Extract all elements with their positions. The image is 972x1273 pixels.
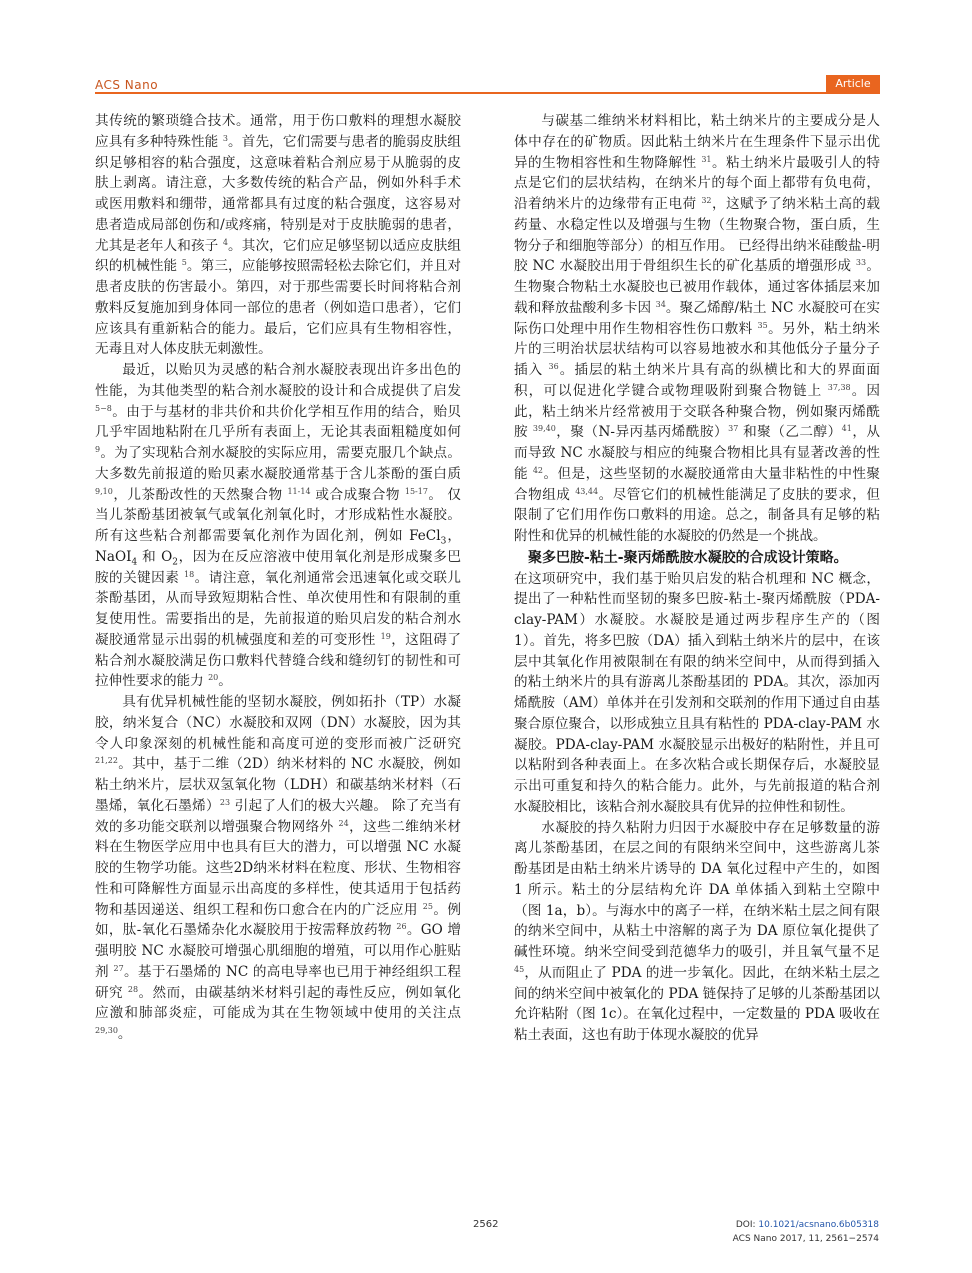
citation-ref[interactable]: 20 [208,673,219,683]
text-run: ，儿茶酚改性的天然聚合物 [112,486,288,503]
text-run: 。首先，它们需要与患者的脆弱皮肤组织足够相容的粘合强度，这意味着粘合剂应易于从脆弱的皮肤上剥离。请注意，大多数传统的粘合产品，例如外科手术或医用敷料和绷带，通常都具有过度的粘合强度，这容易对患者造成局部创伤和/或疼痛，特别是对于皮肤脆弱的患者，尤其是老年人和孩子 [95,133,461,254]
citation-ref[interactable]: 27 [113,963,124,973]
text-run: 水凝胶的持久粘附力归因于水凝胶中存在足够数量的游离儿茶酚基团，在层之间的有限纳米空间中，这些游离儿茶酚基团是由粘土纳米片诱导的 DA 氧化过程中产生的，如图 1 所示。粘土的分层结构允许 DA 单体插入到粘土空隙中（图 1a，b）。与海水中的离子一样，在纳米粘土层之间有限的纳米空间中，从粘土中溶解的离子为 DA 原位氧化提供了碱性环境。纳米空间受到范德华力的吸引，并且氧气量不足 [514,819,880,960]
text-run: 。尽管它们的机械性能满足了皮肤的要求，但限制了它们用作伤口敷料的用途。总之，制备具有足够的粘附性和优异的机械性能的水凝胶的仍然是一个挑战。 [514,486,880,544]
text-run: 。其次，它们应足够坚韧以适应皮肤组织的机械性能 [95,237,461,275]
text-run: 。聚乙烯醇/粘土 NC 水凝胶可在实际伤口处理中用作生物相容性伤口敷料 [514,299,880,337]
text-run: 。第三，应能够按照需轻松去除它们，并且对患者皮肤的伤害最小。第四，对于那些需要长时间将粘合剂敷料反复施加到身体同一部位的患者（例如造口患者），它们应该具有重新粘合的能力。最后，它们应具有生物相容性，无毒且对人体皮肤无刺激性。 [95,258,461,358]
citation-ref[interactable]: 35 [757,320,768,330]
citation-ref[interactable]: 24 [338,818,349,828]
citation-ref[interactable]: 31 [701,154,712,164]
text-run: 和聚（乙二醇） [738,424,842,441]
citation-ref[interactable]: 21,22 [95,756,118,766]
body-paragraph [514,111,880,547]
citation-ref[interactable]: 34 [655,299,666,309]
citation-ref[interactable]: 23 [219,797,231,807]
doi-label: DOI: [735,1220,759,1230]
body-paragraph [514,569,880,818]
citation-ref[interactable]: 29,30 [95,1026,118,1035]
text-run: 在这项研究中，我们基于贻贝启发的粘合机理和 NC 概念，提出了一种粘性而坚韧的聚多巴胺-粘土-聚丙烯酰胺（PDA-clay-PAM）水凝胶。水凝胶是通过两步程序生产的（图 1）。首先，将多巴胺（DA）插入到粘土纳米片的层中，在该层中其氧化作用被限制在有限的纳米空间中，从而得到插入的粘土纳米片的具有游离儿茶酚基团的 PDA。其次，添加丙烯酰胺（AM）单体并在引发剂和交联剂的作用下通过自由基聚合原位聚合，以形成独立且具有粘性的 PDA-clay-PAM 水凝胶。PDA-clay-PAM 水凝胶显示出极好的粘附性，并且可以粘附到各种表面上。在多次粘合或长期保存后，水凝胶显示出可重复和持久的粘合能力。此外，与先前报道的粘合剂水凝胶相比，该粘合剂水凝胶具有优异的拉伸性和韧性。 [514,570,880,815]
subscript: 4 [131,557,138,568]
text-run: 。另外，粘土纳米片的三明治状层状结构可以容易地被水和其他低分子量分子插入 [514,320,881,378]
footer-citation [733,1218,879,1246]
journal-name: ACS Nano [95,78,159,92]
text-run: 与碳基二维纳米材料相比，粘土纳米片的主要成分是人体中存在的矿物质。因此粘土纳米片在生理条件下显示出优异的生物相容性和生物降解性 [514,113,880,171]
citation-ref[interactable]: 11-14 [287,486,311,496]
citation-line: ACS Nano 2017, 11, 2561−2574 [732,1234,879,1244]
body-paragraph [95,111,461,360]
citation-ref[interactable]: 4 [222,237,228,247]
citation-ref[interactable]: 9,10 [95,486,113,496]
text-run: 。为了实现粘合剂水凝胶的实际应用，需要克服几个缺点。 大多数先前报道的贻贝素水凝胶通常基于含儿茶酚的蛋白质 [95,445,461,482]
page-number: 2562 [473,1219,499,1230]
citation-ref[interactable]: 28 [127,984,139,994]
body-paragraph [95,692,461,1045]
text-run: 。因此，粘土纳米片经常被用于交联各种聚合物，例如聚丙烯酰胺 [514,382,881,441]
text-run: 。 [218,673,232,690]
citation-ref[interactable]: 45 [514,964,525,974]
citation-ref[interactable]: 41 [841,424,852,434]
text-run: ，从而导致 NC 水凝胶与相应的纯聚合物相比具有显著改善的性能 [514,424,880,482]
text-run: 或合成聚合物 [310,486,405,503]
text-run: ，NaOI [95,528,461,565]
citation-ref[interactable]: 19 [380,631,391,641]
text-run: ，聚（N-异丙基丙烯酰胺） [555,424,729,441]
citation-ref[interactable]: 5−8 [95,403,112,413]
article-type-badge: Article [826,75,880,92]
text-run: 。然而，由碳基纳米材料引起的毒性反应，例如氧化应激和肺部炎症，可能成为其在生物领域中使用的关注点 [95,984,461,1022]
citation-ref[interactable]: 39,40 [532,424,556,434]
right-column [514,111,880,1046]
citation-ref[interactable]: 32 [701,196,712,205]
text-run: ，这赋予了纳米粘土高的载药量、水稳定性以及增强与生物（生物聚合物，蛋白质，生物分子和细胞等部分）的相互作用。 已经得出纳米硅酸盐-明胶 NC 水凝胶出用于骨组织生长的矿化基质的增强形成 [514,196,880,275]
citation-ref[interactable]: 15-17 [404,486,428,496]
text-run: 。GO 增强明胶 NC 水凝胶可增强心肌细胞的增殖，可以用作心脏贴剂 [95,922,462,980]
citation-ref[interactable]: 33 [855,258,867,268]
doi-link[interactable]: 10.1021/acsnano.6b05318 [758,1220,879,1230]
text-run: 引起了人们的极大兴趣。 除了充当有效的多功能交联剂以增强聚合物网络外 [95,797,461,835]
text-run: 。生物聚合物粘土水凝胶也已被用作载体，通过客体插层来加载和释放盐酸利多卡因 [514,258,881,316]
body-paragraph [95,360,461,692]
text-run: ，从而阻止了 PDA 的进一步氧化。因此，在纳米粘土层之间的纳米空间中被氧化的 PDA 链保持了足够的儿茶酚基团以允许粘附（图 1c）。在氧化过程中，一定数量的 PDA 吸收在粘土表面，这也有助于体现水凝胶的优异 [514,964,880,1043]
body-paragraph [514,818,880,1046]
text-run: ，因为在反应溶液中使用氧化剂是形成聚多巴胺的关键因素 [95,548,461,586]
citation-ref[interactable]: 37 [728,424,739,434]
left-column [95,111,461,1045]
text-run: 。请注意，氧化剂通常会迅速氧化或交联儿茶酚基团，从而导致短期粘合性、单次使用性和有限制的重复使用性。需要指出的是，先前报道的贻贝启发的粘合剂水凝胶通常显示出弱的机械强度和差的可变形性 [95,569,462,648]
text-run: 。粘土纳米片最吸引人的特点是它们的层状结构，在纳米片的每个面上都带有负电荷，沿着纳米片的边缘带有正电荷 [514,154,880,212]
text-run: 。由于与基材的非共价和共价化学相互作用的结合，贻贝几乎牢固地粘附在几乎所有表面上，无论其表面粗糙度如何 [95,403,461,441]
citation-ref[interactable]: 18 [184,569,195,579]
text-run: 。其中，基于二维（2D）纳米材料的 NC 水凝胶，例如粘土纳米片，层状双氢氧化物（LDH）和碳基纳米材料（石墨烯，氧化石墨烯） [95,756,461,814]
text-run: 。但是，这些坚韧的水凝胶通常由大量非粘性的中性聚合物组成 [514,465,880,503]
citation-ref[interactable]: 42 [532,465,543,475]
text-run: 。基于石墨烯的 NC 的高电导率也已用于神经组织工程研究 [95,963,462,1001]
header-divider [95,92,880,94]
section-heading: 聚多巴胺-粘土-聚丙烯酰胺水凝胶的合成设计策略。 [528,549,848,566]
text-run: 。例如，肽-氧化石墨烯杂化水凝胶用于按需释放药物 [95,901,462,939]
subscript: 2 [172,557,179,568]
citation-ref[interactable]: 37,38 [827,382,851,392]
text-run: ，这些二维纳米材料在生物医学应用中也具有巨大的潜力，可以增强 NC 水凝胶的生物学功能。这些2D纳米材料在粒度、形状、生物相容性和可降解性方面显示出高度的多样性，使其适用于包括药物和基因递送、组织工程和伤口愈合在内的广泛应用 [95,818,462,918]
citation-ref[interactable]: 36 [548,362,559,371]
citation-ref[interactable]: 43,44 [575,486,599,496]
text-run: 和 O [137,548,173,565]
citation-ref[interactable]: 3 [222,133,228,143]
text-run: 最近，以贻贝为灵感的粘合剂水凝胶表现出许多出色的性能，为其他类型的粘合剂水凝胶的设计和合成提供了启发 [95,362,461,399]
text-run: 。 [117,1026,132,1042]
citation-ref[interactable]: 25 [422,901,433,911]
text-run: 其传统的繁琐缝合技术。通常，用于伤口敷料的理想水凝胶应具有多种特殊性能 [95,113,461,150]
text-run: ，这阻碍了粘合剂水凝胶满足伤口敷料代替缝合线和缝纫钉的韧性和可拉伸性要求的能力 [95,631,462,690]
citation-ref[interactable]: 26 [396,922,407,932]
doi-line [733,1218,879,1232]
text-run: 具有优异机械性能的坚韧水凝胶，例如拓扑（TP）水凝胶，纳米复合（NC）水凝胶和双网（DN）水凝胶，因为其令人印象深刻的机械性能和高度可逆的变形而被广泛研究 [95,694,461,752]
citation-ref[interactable]: 9 [95,445,101,454]
subscript: 3 [440,536,447,547]
citation-ref[interactable]: 5 [181,258,187,268]
text-run: 。 仅当儿茶酚基团被氧气或氧化剂氧化时，才形成粘性水凝胶。所有这些粘合剂都需要氧化剂作为固化剂，例如 FeCl [95,486,461,544]
text-run: 。插层的粘土纳米片具有高的纵横比和大的界面面积，可以促进化学键合或物理吸附到聚合物链上 [514,362,881,399]
